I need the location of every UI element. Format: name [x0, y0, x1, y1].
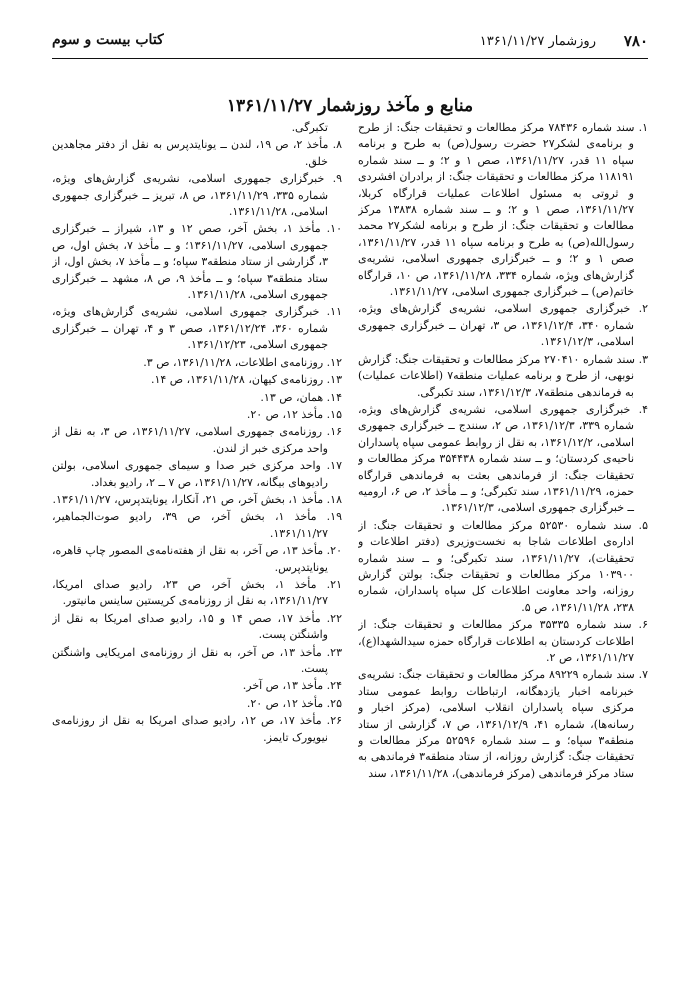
endnote-23: ۲۳. مأخذ ۱۳، ص آخر، به نقل از روزنامه‌ی امریکایی واشنگتن پست.: [52, 645, 342, 675]
endnote-24: ۲۴. مأخذ ۱۳، ص آخر.: [242, 679, 342, 693]
page-number: ۷۸۰: [623, 32, 648, 50]
notes-columns: [52, 120, 648, 951]
endnote-26: ۲۶. مأخذ ۱۷، ص ۱۲، رادیو صدای امریکا به نقل از روزنامه‌ی نیویورک تایمز.: [52, 714, 342, 744]
endnote-10: ۱۰. مأخذ ۱، بخش آخر، صص ۱۲ و ۱۳، شیراز ــ خبرگزاری جمهوری اسلامی، ۱۳۶۱/۱۱/۲۷؛ و ــ مأخذ ۷، بخش اول، ص ۳، گزارشی از ستاد منطقه۳ سپاه؛ و ــ مأخذ ۷، بخش اول، از ستاد منطقه۳ سپاه؛ و ــ مأخذ ۹، ص ۸، مشهد ــ خبرگزاری جمهوری اسلامی، ۱۳۶۱/۱۱/۲۸.: [52, 222, 342, 302]
endnote-4: ۴. خبرگزاری جمهوری اسلامی، نشریه‌ی گزارش‌های ویژه، شماره ۳۳۹، ۱۳۶۱/۱۲/۳، ص ۲، سنندج ــ خبرگزاری جمهوری اسلامی، ۱۳۶۱/۱۲/۲، به نقل از روابط عمومی سپاه پاسداران ناحیه‌ی کردستان؛ و ــ سند شماره ۳۵۴۴۳۸ مرکز مطالعات و تحقیقات جنگ: از فرماندهی بعثت به فرماندهی قرارگاه حمزه، ۱۳۶۱/۱۱/۲۹، سند تکبرگی؛ و ــ مأخذ ۲، ص ۶، ارومیه ــ خبرگزاری جمهوری اسلامی، ۱۳۶۱/۱۲/۳.: [358, 402, 648, 515]
endnote-3: ۳. سند شماره ۲۷۰۴۱۰ مرکز مطالعات و تحقیقات جنگ: گزارش نوبهی، از طرح و برنامه عملیات منطقه۷ (اطلاعات عملیات) به فرماندهی منطقه۷، ۱۳۶۱/۱۲/۳، سند تکبرگی.: [358, 352, 648, 399]
endnote-22: ۲۲. مأخذ ۱۷، صص ۱۴ و ۱۵، رادیو صدای امریکا به نقل از واشنگتن پست.: [52, 611, 342, 642]
endnote-16: ۱۶. روزنامه‌ی جمهوری اسلامی، ۱۳۶۱/۱۱/۲۷، ص ۳، به نقل از واحد مرکزی خبر از لندن.: [52, 425, 342, 455]
endnote-1: ۱. سند شماره ۷۸۴۳۶ مرکز مطالعات و تحقیقات جنگ: از طرح و برنامه‌ی لشکر۲۷ حضرت رسول(ص) به طرح و برنامه سپاه ۱۱ قدر، ۱۳۶۱/۱۱/۲۷، صص ۱ و ۲؛ و ــ سند شماره ۱۱۸۱۹۱ مرکز مطالعات و تحقیقات جنگ: از برادران افشردی و ثروتی به مسئول اطلاعات عملیات قرارگاه کربلا، ۱۳۶۱/۱۱/۲۷، صص ۱ و ۲؛ و ــ سند شماره ۱۳۸۳۸ مرکز مطالعات و تحقیقات جنگ: از طرح و برنامه لشکر۲۷ محمد رسول‌الله(ص) به طرح و برنامه سپاه ۱۱ قدر، ۱۳۶۱/۱۱/۲۷، صص ۱ و ۲؛ و ــ خبرگزاری جمهوری اسلامی، نشریه‌ی گزارش‌های ویژه، شماره ۳۳۴، ۱۳۶۱/۱۱/۲۸، ص ۱۰، قرارگاه خاتم(ص) ــ خبرگزاری جمهوری اسلامی، ۱۳۶۱/۱۱/۲۷.: [358, 121, 648, 299]
endnote-15: ۱۵. مأخذ ۱۲، ص ۲۰.: [246, 407, 342, 421]
endnote-25: ۲۵. مأخذ ۱۲، ص ۲۰.: [246, 696, 342, 710]
page-header: [52, 30, 648, 54]
endnote-17: ۱۷. واحد مرکزی خبر صدا و سیمای جمهوری اسلامی، بولتن رادیوهای بیگانه، ۱۳۶۱/۱۱/۲۷، ص ۷ ــ ۲، رادیو بغداد.: [52, 459, 342, 489]
endnote-11: ۱۱. خبرگزاری جمهوری اسلامی، نشریه‌ی گزارش‌های ویژه، شماره ۳۶۰، ۱۳۶۱/۱۲/۲۴، صص ۳ و ۴، تهران ــ خبرگزاری جمهوری اسلامی، ۱۳۶۱/۱۲/۲۳.: [52, 305, 342, 352]
running-head: روزشمار ۱۳۶۱/۱۱/۲۷: [479, 34, 596, 49]
endnote-7: ۷. سند شماره ۸۹۲۲۹ مرکز مطالعات و تحقیقات جنگ: نشریه‌ی خبرنامه اخبار یازدهگانه، ارتباطات روابط عمومی ستاد مرکزی سپاه پاسداران انقلاب اسلامی، (مرکز اخبار و رسانه‌ها)، شماره ۴۱، ۱۳۶۱/۱۲/۹، ص ۷، گزارشی از ستاد منطقه۳ سپاه؛ و ــ سند شماره ۵۲۵۹۶ مرکز مطالعات و تحقیقات جنگ: گزارش روزانه، از ستاد منطقه۳ فرماندهی به ستاد مرکز فرماندهی (مرکز فرماندهی)، ۱۳۶۱/۱۱/۲۸، سند: [358, 668, 648, 780]
endnote-20: ۲۰. مأخذ ۱۳، ص آخر، به نقل از هفته‌نامه‌ی المصور چاپ قاهره، یونایتدپرس.: [52, 544, 342, 574]
endnote-8: ۸. مأخذ ۲، ص ۱۹، لندن ــ یونایتدپرس به نقل از دفتر مجاهدین خلق.: [52, 138, 342, 168]
endnote-6: ۶. سند شماره ۳۵۳۳۵ مرکز مطالعات و تحقیقات جنگ: از اطلاعات کردستان به اطلاعات قرارگاه حمزه سیدالشهدا(ع)، ۱۳۶۱/۱۱/۲۷، ص ۲.: [358, 618, 648, 664]
endnote-9: ۹. خبرگزاری جمهوری اسلامی، نشریه‌ی گزارش‌های ویژه، شماره ۳۳۵، ۱۳۶۱/۱۱/۲۹، ص ۸، تبریز ــ خبرگزاری جمهوری اسلامی، ۱۳۶۱/۱۱/۲۸.: [52, 172, 342, 219]
header-rule: [52, 58, 648, 59]
endnote-18: ۱۸. مأخذ ۱، بخش آخر، ص ۲۱، آنکارا، یونایتدپرس، ۱۳۶۱/۱۱/۲۷.: [52, 492, 342, 506]
endnote-7-continuation: تکبرگی.: [291, 121, 328, 134]
left-column: [52, 120, 342, 951]
page-title: منابع و مآخذ روزشمار ۱۳۶۱/۱۱/۲۷: [226, 96, 474, 116]
endnote-5: ۵. سند شماره ۵۲۵۳۰ مرکز مطالعات و تحقیقات جنگ: از اداره‌ی اطلاعات شاجا به نخست‌وزیری (دفتر اطلاعات و تحقیقات)، ۱۳۶۱/۱۱/۲۷، سند تکبرگی؛ و ــ سند شماره ۱۰۳۹۰۰ مرکز مطالعات و تحقیقات جنگ: بولتن گزارش روزانه، واحد معاونت اطلاعات کل سپاه پاسداران، شماره ۲۳۸، ۱۳۶۱/۱۱/۲۸، ص ۵.: [358, 518, 648, 614]
endnote-21: ۲۱. مأخذ ۱، بخش آخر، ص ۲۳، رادیو صدای امریکا، ۱۳۶۱/۱۱/۲۷، به نقل از روزنامه‌ی کریستین ساینس مانیتور.: [52, 577, 342, 608]
endnote-19: ۱۹. مأخذ ۱، بخش آخر، ص ۳۹، رادیو صوت‌الجماهیر، ۱۳۶۱/۱۱/۲۷.: [52, 510, 342, 540]
endnote-2: ۲. خبرگزاری جمهوری اسلامی، نشریه‌ی گزارش‌های ویژه، شماره ۳۴۰، ۱۳۶۱/۱۲/۴، ص ۳، تهران ــ خبرگزاری جمهوری اسلامی، ۱۳۶۱/۱۲/۳.: [358, 302, 648, 349]
book-title: کتاب بیست و سوم: [52, 32, 164, 48]
endnote-14: ۱۴. همان، ص ۱۳.: [260, 390, 342, 404]
right-column: [358, 120, 648, 951]
endnote-12: ۱۲. روزنامه‌ی اطلاعات، ۱۳۶۱/۱۱/۲۸، ص ۳.: [143, 355, 342, 369]
endnote-13: ۱۳. روزنامه‌ی کیهان، ۱۳۶۱/۱۱/۲۸، ص ۱۴.: [150, 373, 342, 387]
